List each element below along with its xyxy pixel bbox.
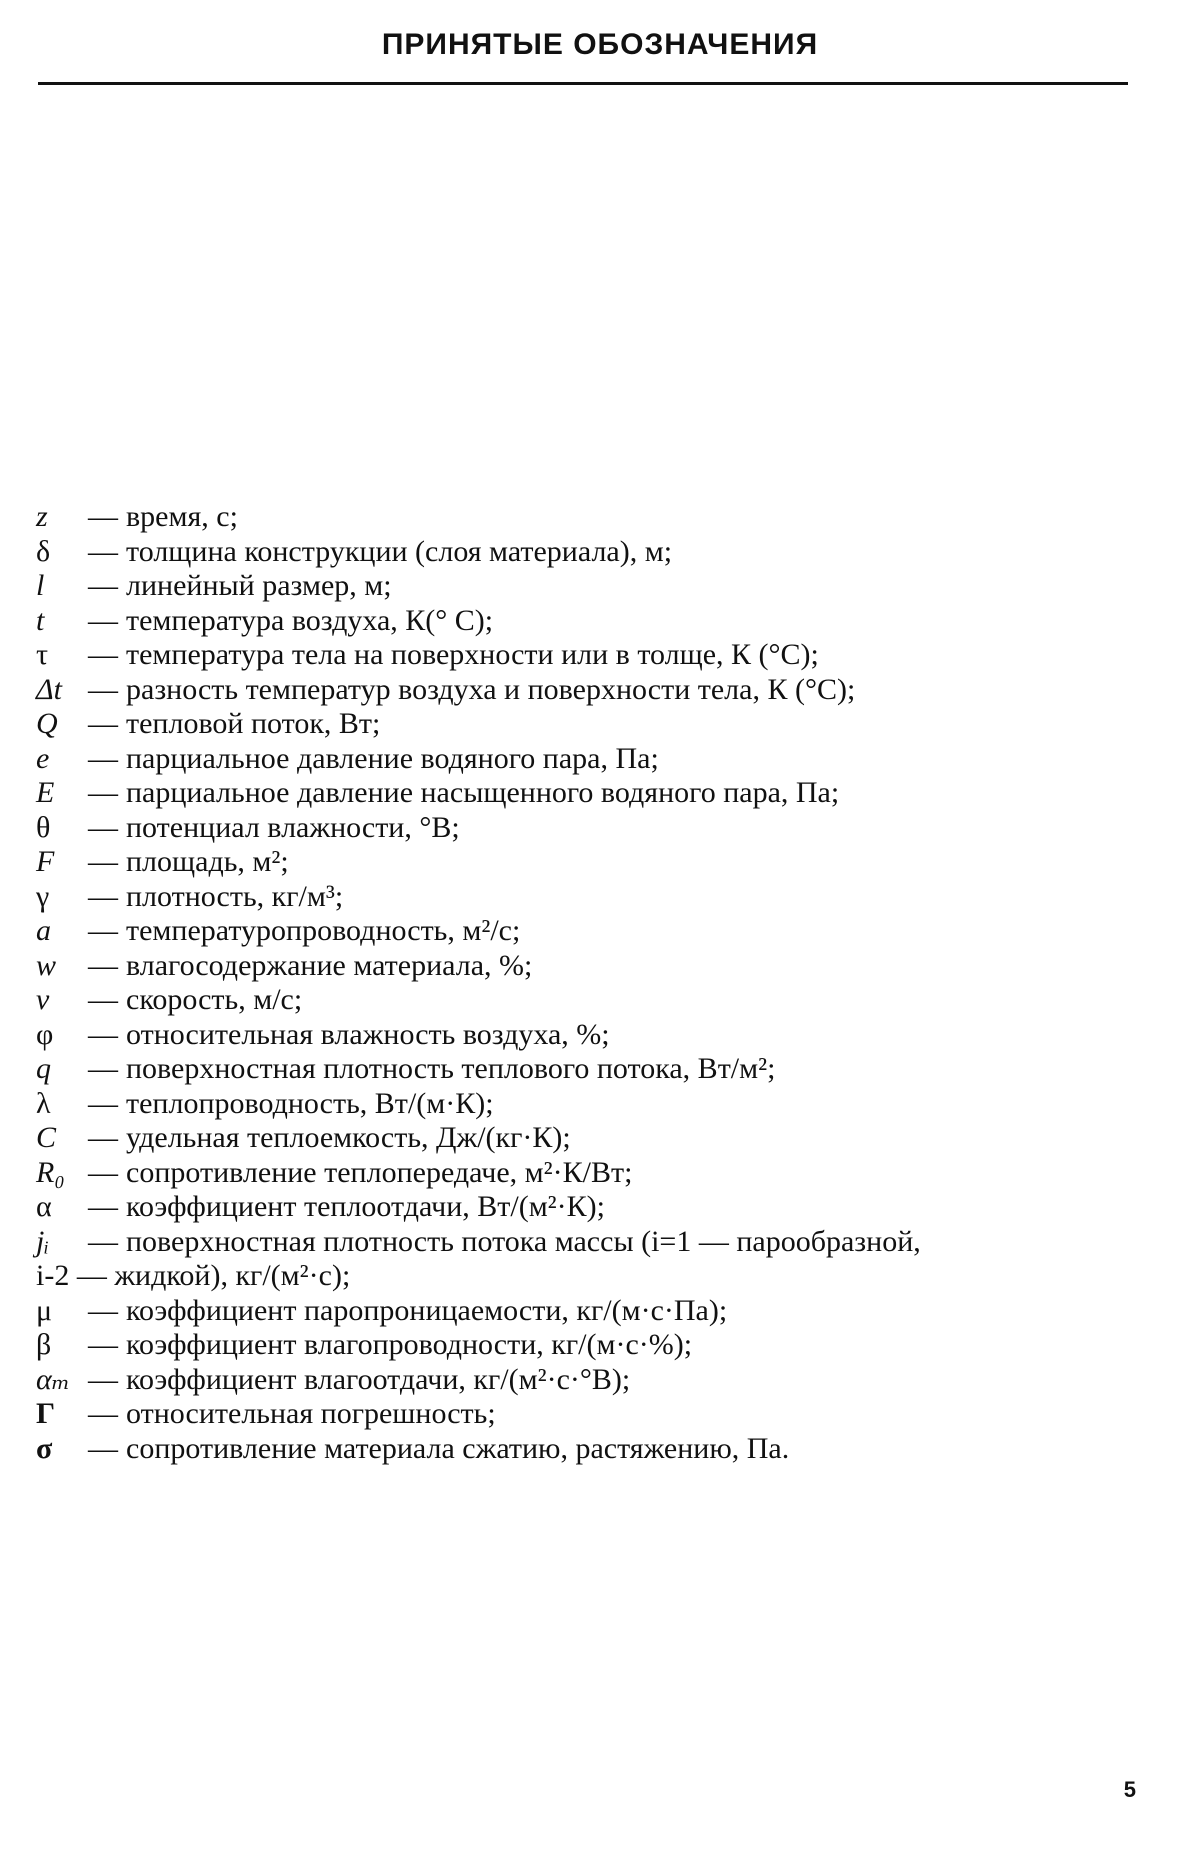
symbol: v: [36, 983, 50, 1016]
dash: —: [88, 845, 118, 878]
definition-continuation: i-2 — жидкой), кг/(м²·с);: [36, 1259, 351, 1292]
list-item: [36, 1156, 1166, 1191]
dash: —: [88, 603, 118, 637]
list-item: [36, 776, 1166, 811]
list-item: [36, 569, 1166, 604]
dash: —: [88, 672, 118, 706]
list-item: [36, 983, 1166, 1018]
symbol: γ: [36, 879, 50, 913]
definition: толщина конструкции (слоя материала), м;: [126, 534, 673, 568]
symbol: R₀: [36, 1155, 65, 1189]
dash: —: [88, 1052, 118, 1085]
symbol: Q: [36, 707, 58, 740]
dash: —: [88, 741, 118, 775]
definition: сопротивление теплопередаче, м²·К/Вт;: [126, 1155, 633, 1189]
definition: коэффициент паропроницаемости, кг/(м·с·Па);: [126, 1293, 728, 1327]
list-item: [36, 707, 1166, 742]
dash: —: [88, 1121, 118, 1154]
symbol: θ: [36, 810, 51, 844]
header-divider: [38, 82, 1128, 85]
dash: —: [88, 569, 118, 602]
list-item: [36, 604, 1166, 639]
list-item: [36, 673, 1166, 708]
page-title: ПРИНЯТЫЕ ОБОЗНАЧЕНИЯ: [381, 28, 819, 61]
definition: плотность, кг/м³;: [126, 879, 344, 913]
dash: —: [88, 1397, 118, 1430]
symbol: w: [36, 948, 57, 982]
dash: —: [88, 1224, 118, 1258]
list-item: [36, 1087, 1166, 1122]
symbol: α: [36, 1190, 52, 1223]
dash: —: [88, 1155, 118, 1189]
symbol: σ: [36, 1431, 53, 1465]
definition: удельная теплоемкость, Дж/(кг·К);: [126, 1121, 571, 1154]
list-item: [36, 949, 1166, 984]
symbol: τ: [36, 638, 49, 671]
dash: —: [88, 1190, 118, 1223]
symbol: z: [36, 500, 48, 533]
list-item: [36, 845, 1166, 880]
list-item: [36, 1259, 1166, 1294]
definition: коэффициент теплоотдачи, Вт/(м²·К);: [126, 1190, 606, 1223]
dash: —: [88, 638, 118, 671]
definition: поверхностная плотность потока массы (i=1 — парообразной,: [126, 1224, 921, 1258]
dash: —: [88, 1362, 118, 1396]
symbol: β: [36, 1328, 52, 1361]
symbol: αₘ: [36, 1362, 71, 1396]
definition: коэффициент влагопроводности, кг/(м·с·%);: [126, 1328, 693, 1361]
definition: сопротивление материала сжатию, растяжению, Па.: [126, 1431, 790, 1465]
symbol: jᵢ: [36, 1224, 50, 1258]
definition: линейный размер, м;: [126, 569, 392, 602]
list-item: [36, 1363, 1166, 1398]
definition: время, с;: [126, 500, 238, 533]
dash: —: [88, 983, 118, 1016]
list-item: [36, 1294, 1166, 1329]
list-item: [36, 638, 1166, 673]
symbol: F: [36, 845, 55, 878]
dash: —: [88, 914, 118, 947]
symbol: Δt: [36, 672, 62, 706]
symbol: μ: [36, 1293, 53, 1327]
list-item: [36, 535, 1166, 570]
list-item: [36, 1225, 1166, 1260]
dash: —: [88, 534, 118, 568]
symbol: φ: [36, 1017, 54, 1051]
definition: теплопроводность, Вт/(м·К);: [126, 1086, 494, 1120]
symbol: C: [36, 1121, 57, 1154]
dash: —: [88, 810, 118, 844]
dash: —: [88, 1017, 118, 1051]
definition: тепловой поток, Вт;: [126, 707, 381, 740]
dash: —: [88, 1293, 118, 1327]
list-item: [36, 1328, 1166, 1363]
dash: —: [88, 1086, 118, 1120]
symbol: e: [36, 741, 50, 775]
symbol: Г: [36, 1397, 56, 1430]
definition: температура воздуха, К(° С);: [126, 603, 494, 637]
list-item: [36, 914, 1166, 949]
dash: —: [88, 776, 118, 809]
definition: температура тела на поверхности или в толще, К (°С);: [126, 638, 819, 671]
definition: относительная погрешность;: [126, 1397, 496, 1430]
definition: влагосодержание материала, %;: [126, 948, 533, 982]
list-item: [36, 1052, 1166, 1087]
symbol: t: [36, 603, 45, 637]
dash: —: [88, 500, 118, 533]
list-item: [36, 1121, 1166, 1156]
symbol: a: [36, 914, 51, 947]
list-item: [36, 742, 1166, 777]
symbol: δ: [36, 534, 51, 568]
dash: —: [88, 1431, 118, 1465]
definition: разность температур воздуха и поверхности тела, К (°С);: [126, 672, 856, 706]
symbol: q: [36, 1052, 51, 1085]
definition: парциальное давление насыщенного водяного пара, Па;: [126, 776, 840, 809]
notation-list: [36, 500, 1166, 1466]
symbol: λ: [36, 1086, 51, 1120]
list-item: [36, 1432, 1166, 1467]
dash: —: [88, 879, 118, 913]
definition: поверхностная плотность теплового потока, Вт/м²;: [126, 1052, 776, 1085]
definition: площадь, м²;: [126, 845, 289, 878]
definition: скорость, м/с;: [126, 983, 303, 1016]
list-item: [36, 880, 1166, 915]
definition: относительная влажность воздуха, %;: [126, 1017, 610, 1051]
dash: —: [88, 948, 118, 982]
list-item: [36, 1397, 1166, 1432]
definition: потенциал влажности, °В;: [126, 810, 460, 844]
page-number: 5: [1123, 1777, 1136, 1802]
dash: —: [88, 707, 118, 740]
list-item: [36, 500, 1166, 535]
list-item: [36, 811, 1166, 846]
symbol: E: [36, 776, 55, 809]
list-item: [36, 1018, 1166, 1053]
definition: парциальное давление водяного пара, Па;: [126, 741, 659, 775]
list-item: [36, 1190, 1166, 1225]
definition: температуропроводность, м²/с;: [126, 914, 521, 947]
definition: коэффициент влагоотдачи, кг/(м²·с·°В);: [126, 1362, 631, 1396]
dash: —: [88, 1328, 118, 1361]
symbol: l: [36, 569, 45, 602]
